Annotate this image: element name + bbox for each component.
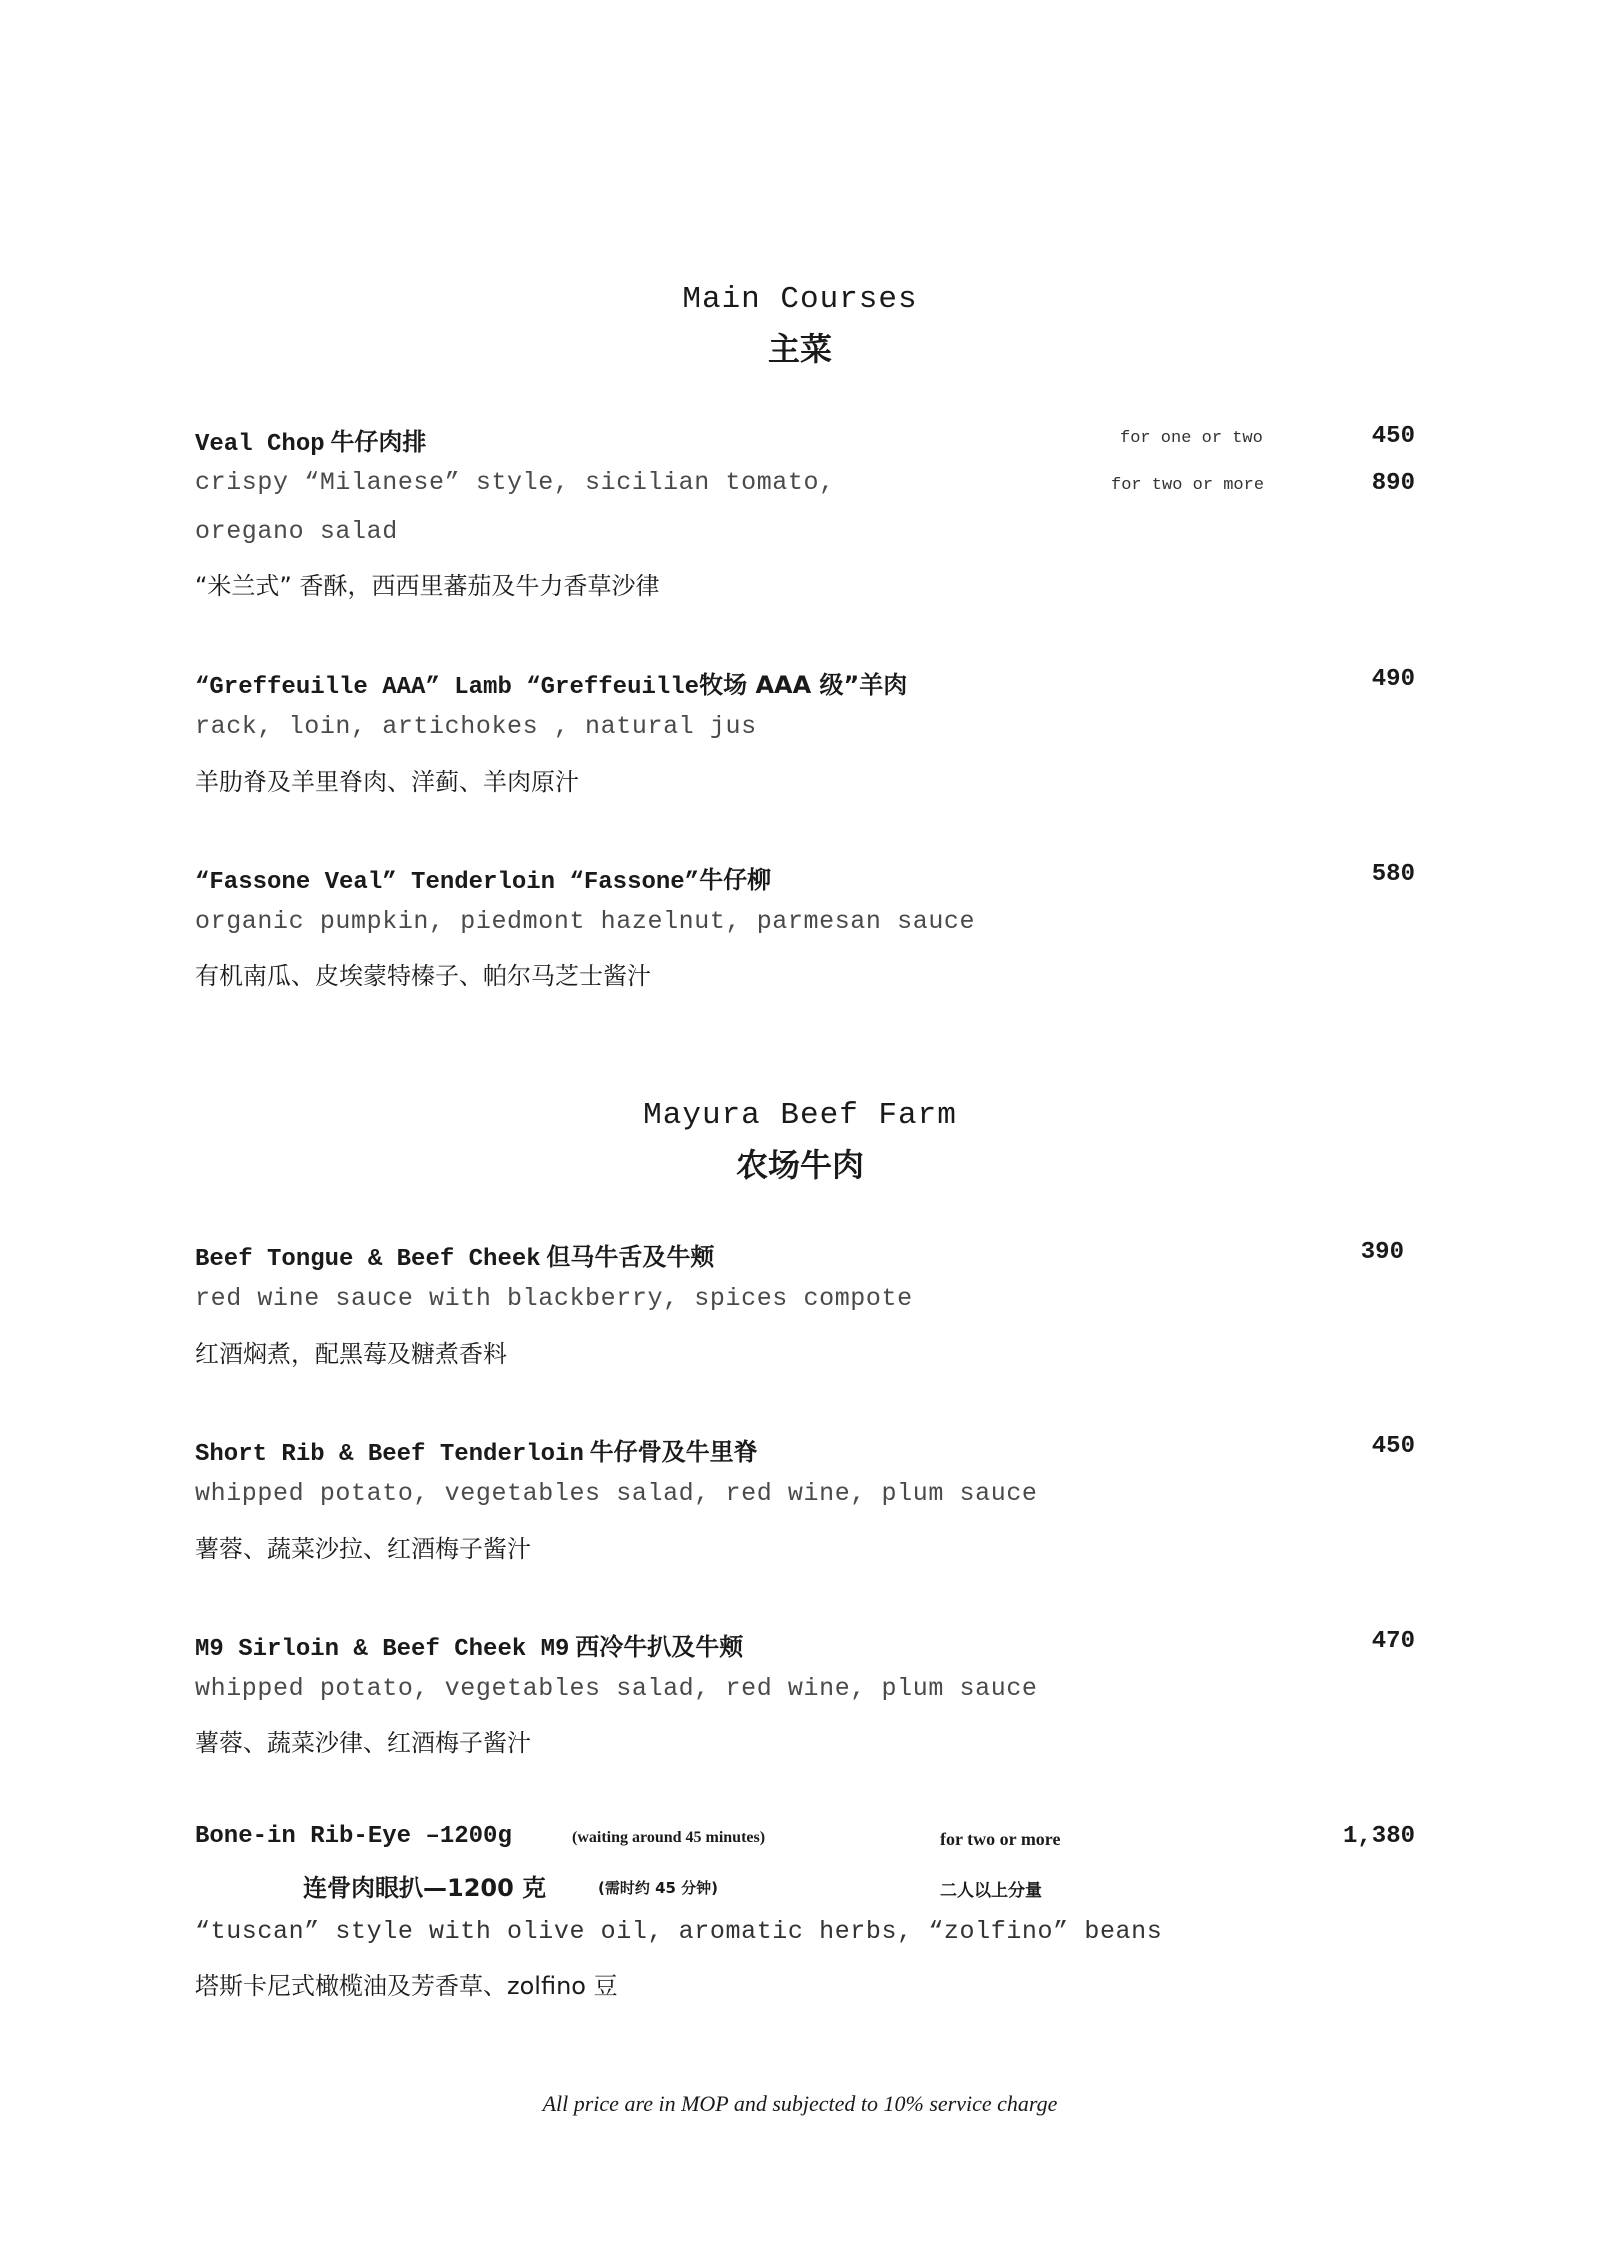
section-title-beef-zh: 农场牛肉 xyxy=(735,1146,864,1184)
section-title-beef-en: Mayura Beef Farm xyxy=(643,1098,957,1133)
item-description-zh: 塔斯卡尼式橄榄油及芳香草、zolfino 豆 xyxy=(195,1972,618,2000)
item-description: crispy “Milanese” style, sicilian tomato, xyxy=(195,468,835,497)
item-name-zh: 牛仔柳 xyxy=(699,866,772,894)
item-name-zh: 西冷牛扒及牛颊 xyxy=(575,1633,744,1661)
item-name-zh: 牛仔肉排 xyxy=(330,428,427,456)
item-name-zh: 连骨肉眼扒—1200 克 xyxy=(303,1874,547,1902)
item-description: red wine sauce with blackberry, spices compote xyxy=(195,1284,913,1313)
item-name-en: “Fassone Veal” Tenderloin “Fassone” xyxy=(195,869,700,896)
item-name-zh: 牧场 AAA 级”羊肉 xyxy=(699,671,908,699)
item-description-zh: 有机南瓜、皮埃蒙特榛子、帕尔马芝士酱汁 xyxy=(195,962,651,990)
waiting-note-zh: (需时约 45 分钟) xyxy=(598,1879,719,1897)
menu-item-title xyxy=(195,1627,743,1663)
section-title-main-zh: 主菜 xyxy=(767,330,832,368)
portion-label: for one or two xyxy=(1120,429,1263,448)
item-name-en: Bone-in Rib-Eye –1200g xyxy=(195,1823,512,1850)
item-name-en: Veal Chop xyxy=(195,431,325,458)
portion-label: for two or more xyxy=(1111,476,1265,495)
waiting-note: (waiting around 45 minutes) xyxy=(572,1829,766,1846)
item-description: whipped potato, vegetables salad, red wine, plum sauce xyxy=(195,1479,1038,1508)
item-description: organic pumpkin, piedmont hazelnut, parmesan sauce xyxy=(195,907,976,936)
item-description: “tuscan” style with olive oil, aromatic herbs, “zolfino” beans xyxy=(195,1917,1163,1946)
menu-item-title xyxy=(195,1822,512,1850)
item-name-en: Beef Tongue & Beef Cheek xyxy=(195,1246,541,1273)
menu-item-title xyxy=(195,422,426,458)
item-price: 580 xyxy=(1371,861,1415,888)
item-price: 390 xyxy=(1360,1239,1404,1266)
item-description-zh: 薯蓉、蔬菜沙拉、红酒梅子酱汁 xyxy=(195,1535,531,1563)
menu-item-title xyxy=(195,1432,758,1468)
item-description-zh: “米兰式” 香酥，西西里蕃茄及牛力香草沙律 xyxy=(195,572,660,600)
item-name-zh: 牛仔骨及牛里脊 xyxy=(589,1438,758,1466)
item-description-zh: 羊肋脊及羊里脊肉、洋蓟、羊肉原汁 xyxy=(195,768,579,796)
item-name-en: Short Rib & Beef Tenderloin xyxy=(195,1441,584,1468)
item-price: 450 xyxy=(1371,423,1415,450)
item-description: oregano salad xyxy=(195,517,398,546)
section-title-main-en: Main Courses xyxy=(682,282,918,317)
portion-label-zh: 二人以上分量 xyxy=(940,1881,1042,1901)
item-description-zh: 薯蓉、蔬菜沙律、红酒梅子酱汁 xyxy=(195,1729,531,1757)
item-price: 890 xyxy=(1371,470,1415,497)
item-name-en: “Greffeuille AAA” Lamb “Greffeuille xyxy=(195,674,700,701)
item-price: 470 xyxy=(1371,1628,1415,1655)
menu-item-title xyxy=(195,1237,714,1273)
item-name-en: M9 Sirloin & Beef Cheek M9 xyxy=(195,1636,570,1663)
service-charge-note: All price are in MOP and subjected to 10% service charge xyxy=(542,2091,1058,2116)
portion-label: for two or more xyxy=(940,1829,1061,1849)
item-name-zh: 但马牛舌及牛颊 xyxy=(546,1243,715,1271)
item-description: whipped potato, vegetables salad, red wine, plum sauce xyxy=(195,1674,1038,1703)
item-description-zh: 红酒焖煮，配黑莓及糖煮香料 xyxy=(195,1340,507,1368)
menu-item-title xyxy=(195,860,771,896)
menu-item-title xyxy=(195,665,907,701)
item-description: rack, loin, artichokes , natural jus xyxy=(195,712,757,741)
item-price: 450 xyxy=(1371,1433,1415,1460)
item-price: 1,380 xyxy=(1342,1823,1415,1850)
item-price: 490 xyxy=(1371,666,1415,693)
